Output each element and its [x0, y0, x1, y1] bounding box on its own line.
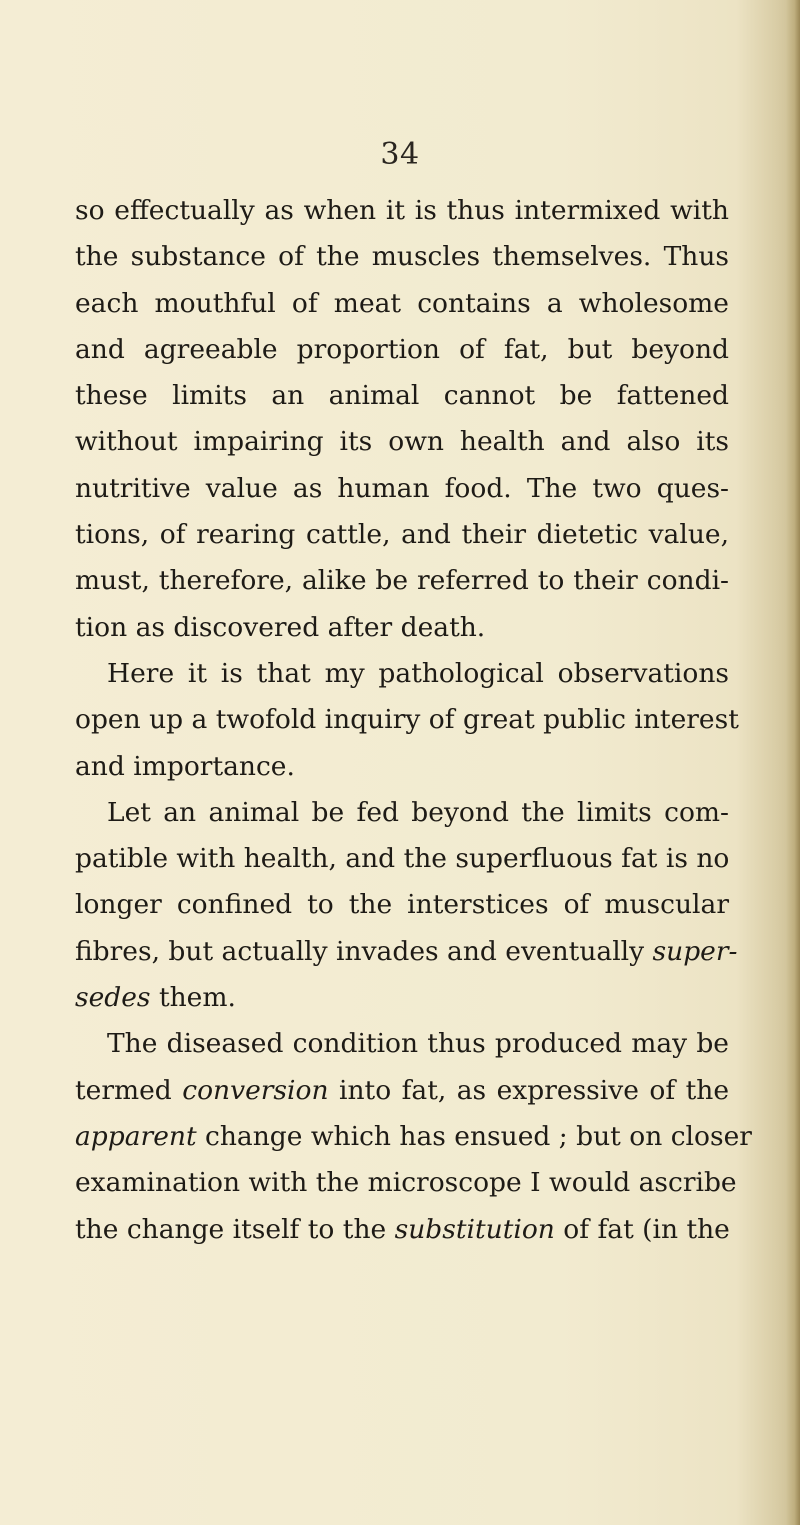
text-line — [75, 327, 729, 373]
text-run: each mouthful of meat contains a wholesome — [75, 287, 729, 319]
text-run: Here it is that my pathological observations — [107, 657, 729, 689]
italic-text: substitution — [394, 1213, 555, 1245]
text-run: fibres, but actually invades and eventually — [75, 935, 653, 967]
text-run: examination with the microscope I would ascribe — [75, 1167, 737, 1199]
text-run: must, therefore, alike be referred to their condi- — [75, 565, 729, 597]
body-text — [75, 188, 752, 1253]
italic-text: conversion — [182, 1074, 329, 1106]
text-line — [75, 1068, 729, 1114]
text-line — [75, 1160, 737, 1206]
text-line — [75, 373, 729, 419]
text-run: the substance of the muscles themselves. Thus — [75, 241, 729, 273]
text-run: tions, of rearing cattle, and their dietetic value, — [75, 519, 729, 551]
text-line — [75, 188, 729, 234]
page-number: 34 — [380, 137, 420, 172]
text-run: patible with health, and the superfluous fat is no — [75, 843, 730, 875]
text-run: and agreeable proportion of fat, but beyond — [75, 333, 729, 365]
text-run: these limits an animal cannot be fattened — [75, 380, 729, 412]
text-run: longer confined to the interstices of muscular — [75, 889, 729, 921]
text-line — [75, 744, 729, 790]
text-run: without impairing its own health and also its — [75, 426, 729, 458]
text-line — [75, 929, 738, 975]
text-run: of fat (in the — [554, 1213, 730, 1245]
page-edge-shadow — [786, 0, 800, 1525]
text-run: them. — [150, 982, 236, 1014]
text-run: The diseased condition thus produced may be — [107, 1028, 729, 1060]
text-run: and importance. — [75, 750, 295, 782]
text-run: termed — [75, 1074, 183, 1106]
text-line — [75, 234, 729, 280]
text-line — [75, 1207, 729, 1253]
text-run: so effectually as when it is thus intermixed with — [75, 195, 729, 226]
italic-text: sedes — [75, 982, 151, 1014]
text-line — [75, 975, 729, 1021]
text-line — [75, 605, 729, 651]
text-line — [75, 512, 729, 558]
text-run: the change itself to the — [75, 1213, 395, 1245]
text-line — [75, 1114, 752, 1160]
italic-text: super- — [652, 935, 738, 967]
text-line — [75, 790, 729, 836]
text-line — [75, 1021, 729, 1067]
text-run: nutritive value as human food. The two ques- — [75, 472, 729, 504]
text-line — [75, 419, 729, 465]
text-run: open up a twofold inquiry of great public interest — [75, 704, 739, 736]
text-line — [75, 836, 729, 882]
text-line — [75, 882, 729, 928]
text-run: tion as discovered after death. — [75, 611, 486, 643]
text-run: Let an animal be fed beyond the limits com- — [107, 796, 729, 828]
italic-text: apparent — [75, 1120, 197, 1152]
text-line — [75, 558, 729, 604]
text-line — [75, 466, 729, 512]
text-run: change which has ensued ; but on closer — [196, 1120, 752, 1152]
text-line — [75, 281, 729, 327]
text-line — [75, 697, 739, 743]
text-run: into fat, as expressive of the — [328, 1074, 729, 1106]
text-line — [75, 651, 729, 697]
